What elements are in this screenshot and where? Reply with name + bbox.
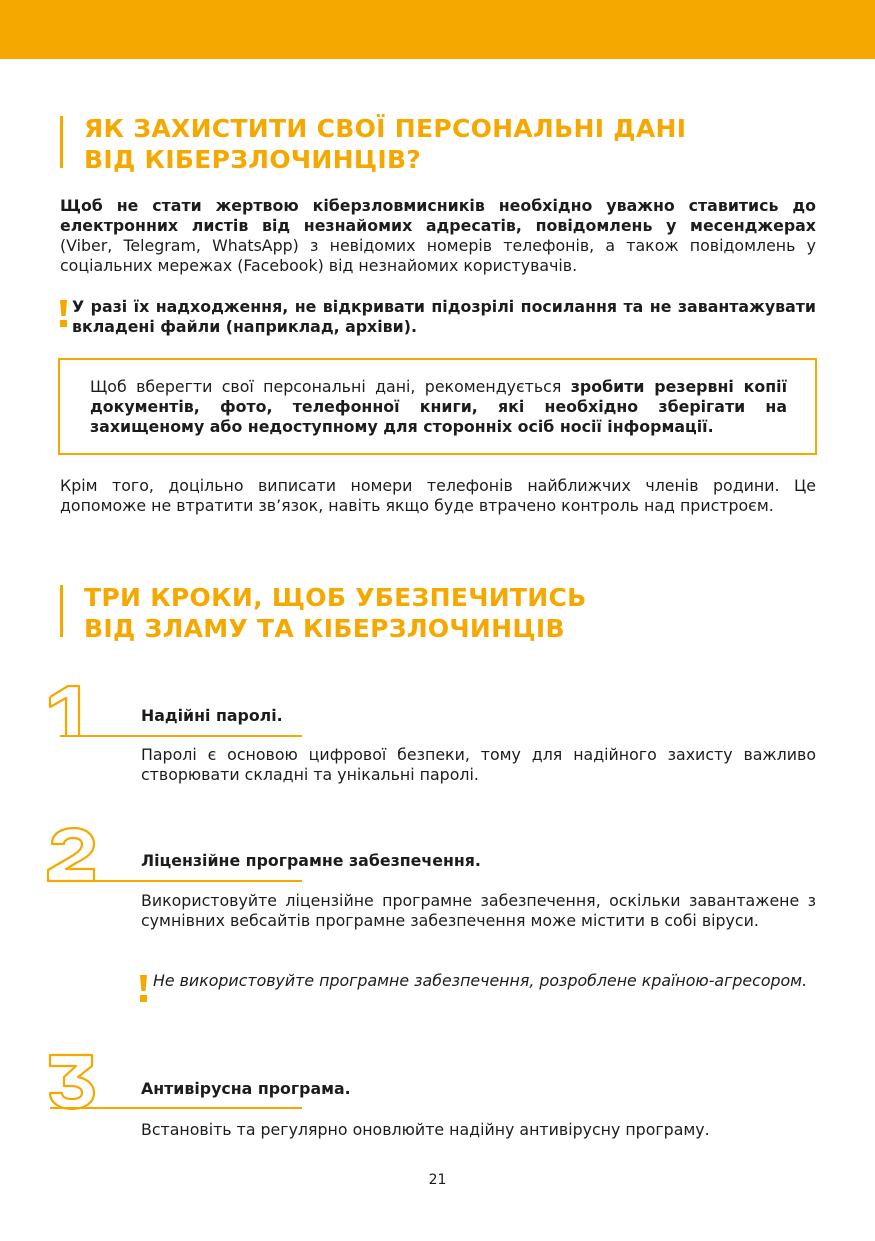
step-warning-text: Не використовуйте програмне забезпечення, розроблене країною-агресором. [153, 971, 808, 990]
step-text: Використовуйте ліцензійне програмне забезпечення, оскільки завантажене з сумнівних вебсайтів програмне забезпечення може містити в собі віруси. [141, 891, 816, 930]
warning-text: У разі їх надходження, не відкривати підозрілі посилання та не завантажувати вкладені файли (наприклад, архіви). [72, 297, 816, 336]
step-title: Надійні паролі. [141, 706, 283, 725]
step-text: Встановіть та регулярно оновлюйте надійну антивірусну програму. [141, 1120, 710, 1139]
step-underline [50, 1107, 302, 1109]
tip-box [58, 358, 817, 455]
heading-accent-bar [60, 116, 63, 168]
intro-bold-text: Щоб не стати жертвою кіберзловмисників необхідно уважно ставитись до електронних листів від незнайомих адресатів, повідомлень у месенджерах [60, 196, 816, 235]
step-underline [60, 735, 302, 737]
step-number-1-icon [46, 683, 106, 743]
page-number: 21 [428, 1172, 447, 1188]
step-number-3-icon [46, 1052, 106, 1112]
tip-bold-text: зробити резервні копії документів, фото, телефонної книги, які необхідно зберігати на захищеному або недоступному для сторонніх осіб носії інформації. [90, 377, 787, 436]
step-title: Антивірусна програма. [141, 1079, 351, 1098]
section-heading [84, 113, 686, 175]
step-text: Паролі є основою цифрової безпеки, тому для надійного захисту важливо створювати складні та унікальні паролі. [141, 745, 816, 784]
heading-line: ТРИ КРОКИ, ЩОБ УБЕЗПЕЧИТИСЬ [84, 583, 587, 612]
step-underline [60, 880, 302, 882]
heading-line: ВІД КІБЕРЗЛОЧИНЦІВ? [84, 145, 422, 174]
heading-line: ВІД ЗЛАМУ ТА КІБЕРЗЛОЧИНЦІВ [84, 614, 565, 643]
extra-paragraph: Крім того, доцільно виписати номери телефонів найближчих членів родини. Це допоможе не втратити зв’язок, навіть якщо буде втрачено контроль над пристроєм. [60, 476, 816, 515]
exclamation-icon [140, 975, 148, 1005]
intro-paragraph [60, 196, 816, 276]
heading-line: ЯК ЗАХИСТИТИ СВОЇ ПЕРСОНАЛЬНІ ДАНІ [84, 114, 687, 143]
intro-regular-text: (Viber, Telegram, WhatsApp) з невідомих номерів телефонів, а також повідомлень у соціальних мережах (Facebook) від незнайомих користувачів. [60, 236, 816, 275]
exclamation-icon [60, 300, 68, 330]
header-band [0, 0, 875, 59]
tip-box-text [90, 377, 787, 437]
section-heading [84, 582, 587, 644]
heading-accent-bar [60, 585, 63, 637]
step-title: Ліцензійне програмне забезпечення. [141, 851, 481, 870]
tip-regular-text: Щоб вберегти свої персональні дані, рекомендується [90, 377, 571, 396]
step-number-2-icon [46, 826, 106, 886]
